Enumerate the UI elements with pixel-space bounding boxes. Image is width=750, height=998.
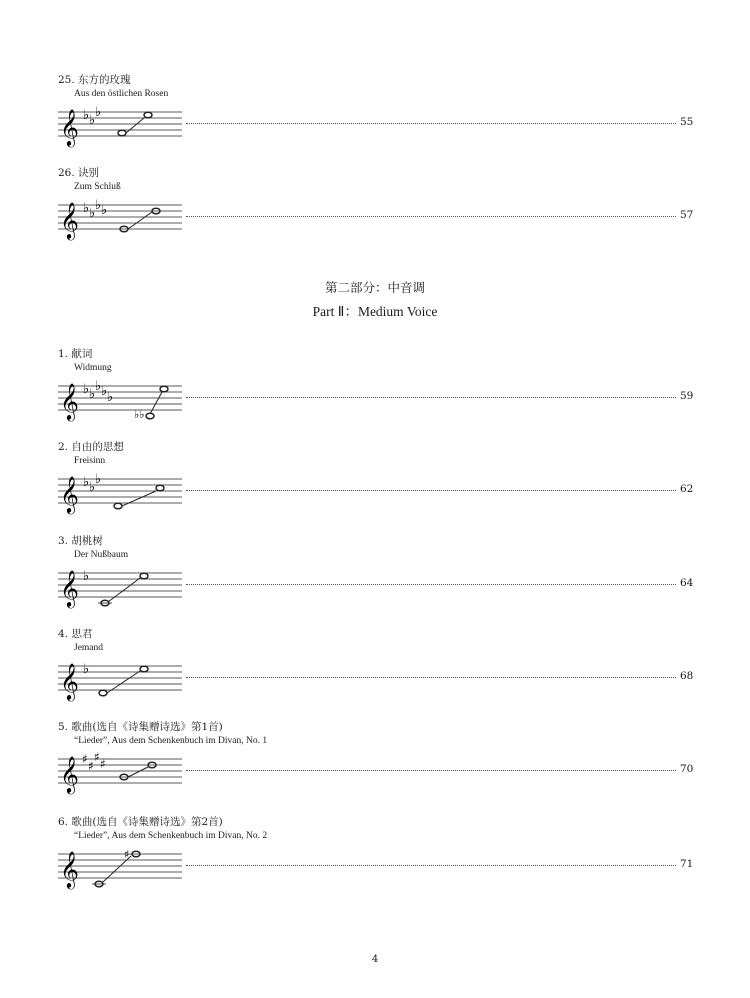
toc-entry[interactable] xyxy=(58,719,698,811)
toc-entry[interactable] xyxy=(58,814,698,906)
entry-title: 26. 诀别 xyxy=(58,167,100,179)
key-signature-sharp: ♯ xyxy=(100,757,106,771)
high-note-head xyxy=(140,666,148,672)
key-signature-flat: ♭ xyxy=(95,105,102,120)
interval-line xyxy=(150,392,162,414)
entry-subtitle: Widmung xyxy=(74,363,112,373)
range-staff xyxy=(58,102,182,146)
key-signature-flat: ♭ xyxy=(89,480,96,495)
entry-subtitle: “Lieder”, Aus dem Schenkenbuch im Divan, No. 1 xyxy=(74,736,268,746)
page-reference: 62 xyxy=(680,483,694,495)
range-staff xyxy=(58,195,182,239)
dotted-leader xyxy=(186,216,676,217)
key-signature-flat: ♭ xyxy=(83,108,90,123)
entry-subtitle: “Lieder”, Aus dem Schenkenbuch im Divan, No. 2 xyxy=(74,831,268,841)
interval-line xyxy=(108,578,140,602)
entry-title: 1. 献词 xyxy=(58,348,93,360)
page-reference: 57 xyxy=(680,209,694,221)
range-staff xyxy=(58,656,182,700)
interval-line xyxy=(126,118,144,133)
treble-clef-icon: 𝄞 xyxy=(60,108,79,146)
low-note-head xyxy=(146,413,154,419)
key-signature-flat: ♭ xyxy=(83,569,90,584)
range-staff xyxy=(58,749,182,793)
entry-subtitle: Jemand xyxy=(74,643,104,653)
key-signature-flat: ♭ xyxy=(101,203,108,218)
interval-line xyxy=(128,212,152,229)
dotted-leader xyxy=(186,397,676,398)
low-note-head xyxy=(114,503,122,509)
dotted-leader xyxy=(186,123,676,124)
key-signature-flat: ♭ xyxy=(89,113,96,128)
key-signature-flat: ♭ xyxy=(83,475,90,490)
key-signature-flat: ♭ xyxy=(95,198,102,213)
toc-entry[interactable] xyxy=(58,165,698,257)
toc-entry[interactable] xyxy=(58,72,698,164)
entry-title: 5. 歌曲(选自《诗集赠诗选》第1首) xyxy=(58,721,223,733)
dotted-leader xyxy=(186,770,676,771)
dotted-leader xyxy=(186,584,676,585)
high-note-head xyxy=(144,112,152,118)
treble-clef-icon: 𝄞 xyxy=(60,569,79,607)
entry-title: 2. 自由的思想 xyxy=(58,441,124,453)
range-staff xyxy=(58,563,182,607)
page-reference: 68 xyxy=(680,670,694,682)
key-signature-sharp: ♯ xyxy=(82,752,88,766)
sharp-accidental: ♯ xyxy=(124,848,130,861)
range-staff xyxy=(58,376,182,420)
key-signature-sharp: ♯ xyxy=(94,750,100,764)
dotted-leader xyxy=(186,865,676,866)
dotted-leader xyxy=(186,677,676,678)
high-note-head xyxy=(160,386,168,392)
page-reference: 64 xyxy=(680,577,694,589)
page-reference: 70 xyxy=(680,763,694,775)
treble-clef-icon: 𝄞 xyxy=(60,382,79,420)
page-number: 4 xyxy=(371,954,379,965)
treble-clef-icon: 𝄞 xyxy=(60,475,79,513)
key-signature-flat: ♭ xyxy=(89,206,96,221)
double-flat-accidental: ♭♭ xyxy=(134,408,145,421)
treble-clef-icon: 𝄞 xyxy=(60,755,79,793)
key-signature-flat: ♭ xyxy=(95,472,102,487)
entry-subtitle: Zum Schluß xyxy=(74,182,121,192)
treble-clef-icon: 𝄞 xyxy=(60,850,79,888)
range-staff xyxy=(58,469,182,513)
key-signature-flat: ♭ xyxy=(89,387,96,402)
interval-line xyxy=(128,767,148,777)
page-reference: 59 xyxy=(680,390,694,402)
key-signature-sharp: ♯ xyxy=(88,759,94,773)
section-title-english: Part Ⅱ：Medium Voice xyxy=(312,304,438,319)
toc-entry[interactable] xyxy=(58,533,698,625)
low-note-head xyxy=(118,130,126,136)
treble-clef-icon: 𝄞 xyxy=(60,662,79,700)
entry-title: 3. 胡桃树 xyxy=(58,535,103,547)
high-note-head xyxy=(140,573,148,579)
entry-title: 25. 东方的玫瑰 xyxy=(58,74,131,86)
entry-subtitle: Freisinn xyxy=(74,456,106,466)
key-signature-flat: ♭ xyxy=(83,662,90,677)
high-note-head xyxy=(156,485,164,491)
key-signature-flat: ♭ xyxy=(101,384,108,399)
section-title-chinese: 第二部分：中音调 xyxy=(324,280,425,295)
toc-entry[interactable] xyxy=(58,626,698,718)
key-signature-flat: ♭ xyxy=(95,379,102,394)
entry-subtitle: Der Nußbaum xyxy=(74,550,129,560)
range-staff xyxy=(58,844,182,888)
key-signature-flat: ♭ xyxy=(83,201,90,216)
page-reference: 71 xyxy=(680,858,694,870)
treble-clef-icon: 𝄞 xyxy=(60,201,79,239)
toc-entry[interactable] xyxy=(58,439,698,531)
dotted-leader xyxy=(186,490,676,491)
key-signature-flat: ♭ xyxy=(83,382,90,397)
entry-title: 6. 歌曲(选自《诗集赠诗选》第2首) xyxy=(58,816,223,828)
entry-title: 4. 思君 xyxy=(58,628,93,640)
low-note-head xyxy=(99,690,107,696)
key-signature-flat: ♭ xyxy=(107,390,114,405)
interval-line xyxy=(122,491,156,506)
toc-entry[interactable] xyxy=(58,346,698,438)
page-reference: 55 xyxy=(680,116,694,128)
entry-subtitle: Aus den östlichen Rosen xyxy=(74,89,169,99)
